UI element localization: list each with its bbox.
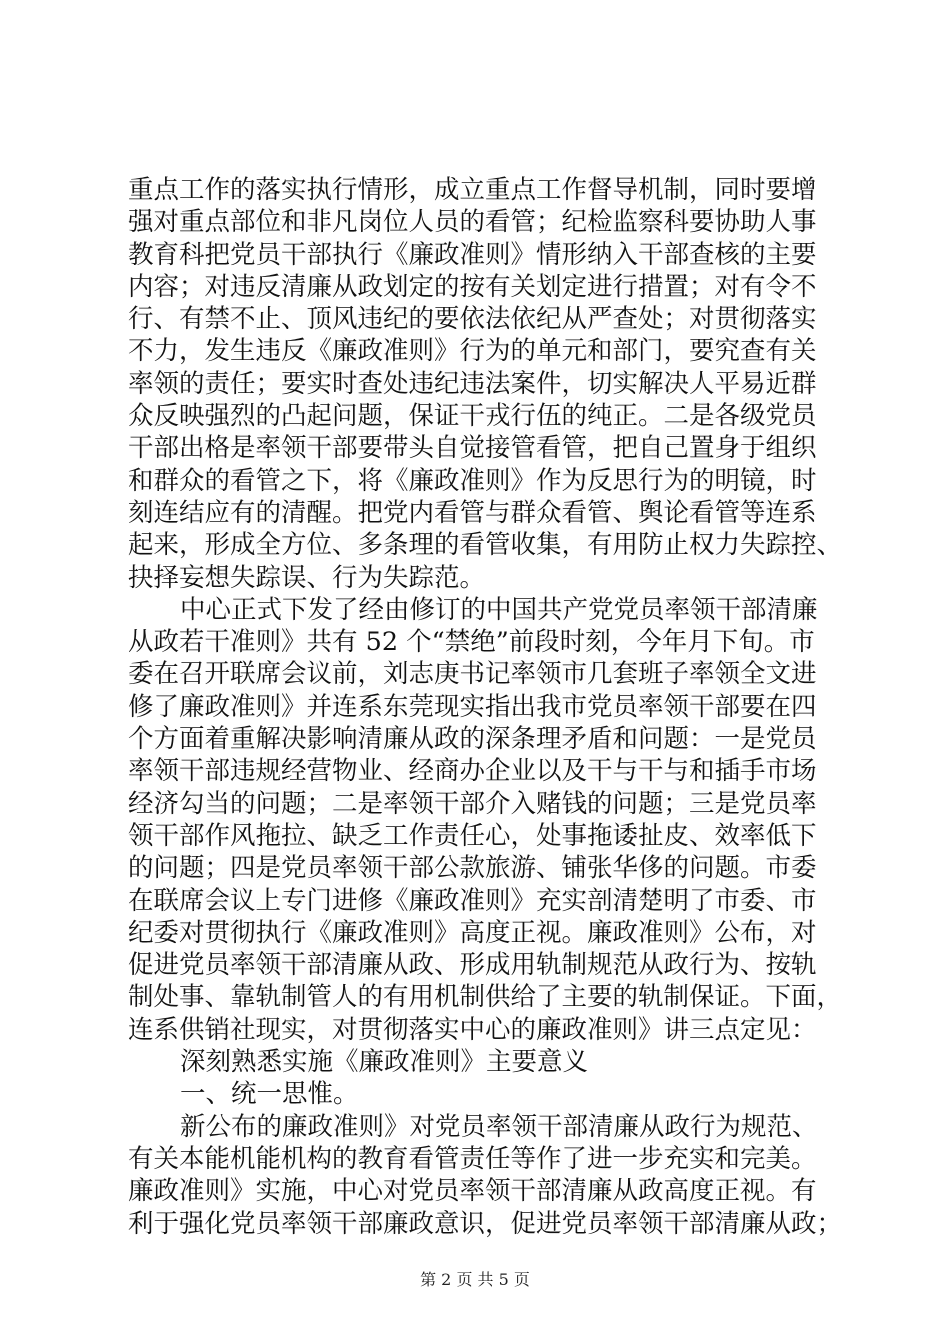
text-line: 深刻熟悉实施《廉政准则》主要意义	[180, 1047, 589, 1078]
text-line: 教育科把党员干部执行《廉政准则》情形纳入干部查核的主要	[128, 239, 817, 270]
text-line: 强对重点部位和非凡岗位人员的看管；纪检监察科要协助人事	[128, 207, 817, 238]
text-line: 行、有禁不止、顶风违纪的要依法依纪从严查处；对贯彻落实	[128, 304, 817, 335]
text-line: 众反映强烈的凸起问题，保证干戎行伍的纯正。二是各级党员	[128, 401, 817, 432]
text-line: 个方面着重解决影响清廉从政的深条理矛盾和问题：一是党员	[128, 724, 817, 755]
text-line: 干部出格是率领干部要带头自觉接管看管，把自己置身于组织	[128, 433, 817, 464]
text-line: 抉择妄想失踪误、行为失踪范。	[128, 562, 486, 593]
text-line: 重点工作的落实执行情形，成立重点工作督导机制，同时要增	[128, 175, 817, 205]
text-line: 修了廉政准则》并连系东莞现实指出我市党员率领干部要在四	[128, 691, 817, 722]
text-line: 经济勾当的问题；二是率领干部介入赌钱的问题；三是党员率	[128, 788, 817, 819]
document-body	[128, 174, 843, 1240]
text-line: 利于强化党员率领干部廉政意识，促进党员率领干部清廉从政；	[128, 1208, 843, 1239]
text-line: 制处事、靠轨制管人的有用机制供给了主要的轨制保证。下面，	[128, 982, 843, 1013]
text-line: 委在召开联席会议前，刘志庚书记率领市几套班子率领全文进	[128, 659, 817, 690]
text-line: 起来，形成全方位、多条理的看管收集，有用防止权力失踪控、	[128, 530, 843, 561]
text-line: 领干部作风拖拉、缺乏工作责任心，处事拖诿扯皮、效率低下	[128, 820, 817, 851]
text-line: 在联席会议上专门进修《廉政准则》充实剖清楚明了市委、市	[128, 885, 817, 916]
text-line: 新公布的廉政准则》对党员率领干部清廉从政行为规范、	[180, 1111, 818, 1142]
text-line: 内容；对违反清廉从政划定的按有关划定进行措置；对有令不	[128, 271, 817, 302]
text-line: 率领的责任；要实时查处违纪违法案件，切实解决人平易近群	[128, 368, 817, 399]
text-line: 中心正式下发了经由修订的中国共产党党员率领干部清廉	[180, 594, 818, 625]
text-line: 和群众的看管之下，将《廉政准则》作为反思行为的明镜，时	[128, 465, 817, 496]
text-line: 率领干部违规经营物业、经商办企业以及干与干与和插手市场	[128, 756, 817, 787]
text-line: 纪委对贯彻执行《廉政准则》高度正视。廉政准则》公布，对	[128, 917, 817, 948]
text-line: 促进党员率领干部清廉从政、形成用轨制规范从政行为、按轨	[128, 950, 817, 981]
text-line: 的问题；四是党员率领干部公款旅游、铺张华侈的问题。市委	[128, 853, 817, 884]
page-footer: 第 2 页 共 5 页	[420, 1270, 530, 1289]
text-line: 连系供销社现实，对贯彻落实中心的廉政准则》讲三点定见：	[128, 1014, 817, 1045]
text-line: 廉政准则》实施，中心对党员率领干部清廉从政高度正视。有	[128, 1176, 817, 1207]
text-line: 一、统一思惟。	[180, 1079, 359, 1110]
text-line: 刻连结应有的清醒。把党内看管与群众看管、舆论看管等连系	[128, 497, 817, 528]
text-line: 有关本能机能机构的教育看管责任等作了进一步充实和完美。	[128, 1143, 817, 1174]
text-line: 从政若干准则》共有 52 个“禁绝”前段时刻，今年月下旬。市	[128, 627, 815, 658]
text-line: 不力，发生违反《廉政准则》行为的单元和部门，要究查有关	[128, 336, 817, 367]
